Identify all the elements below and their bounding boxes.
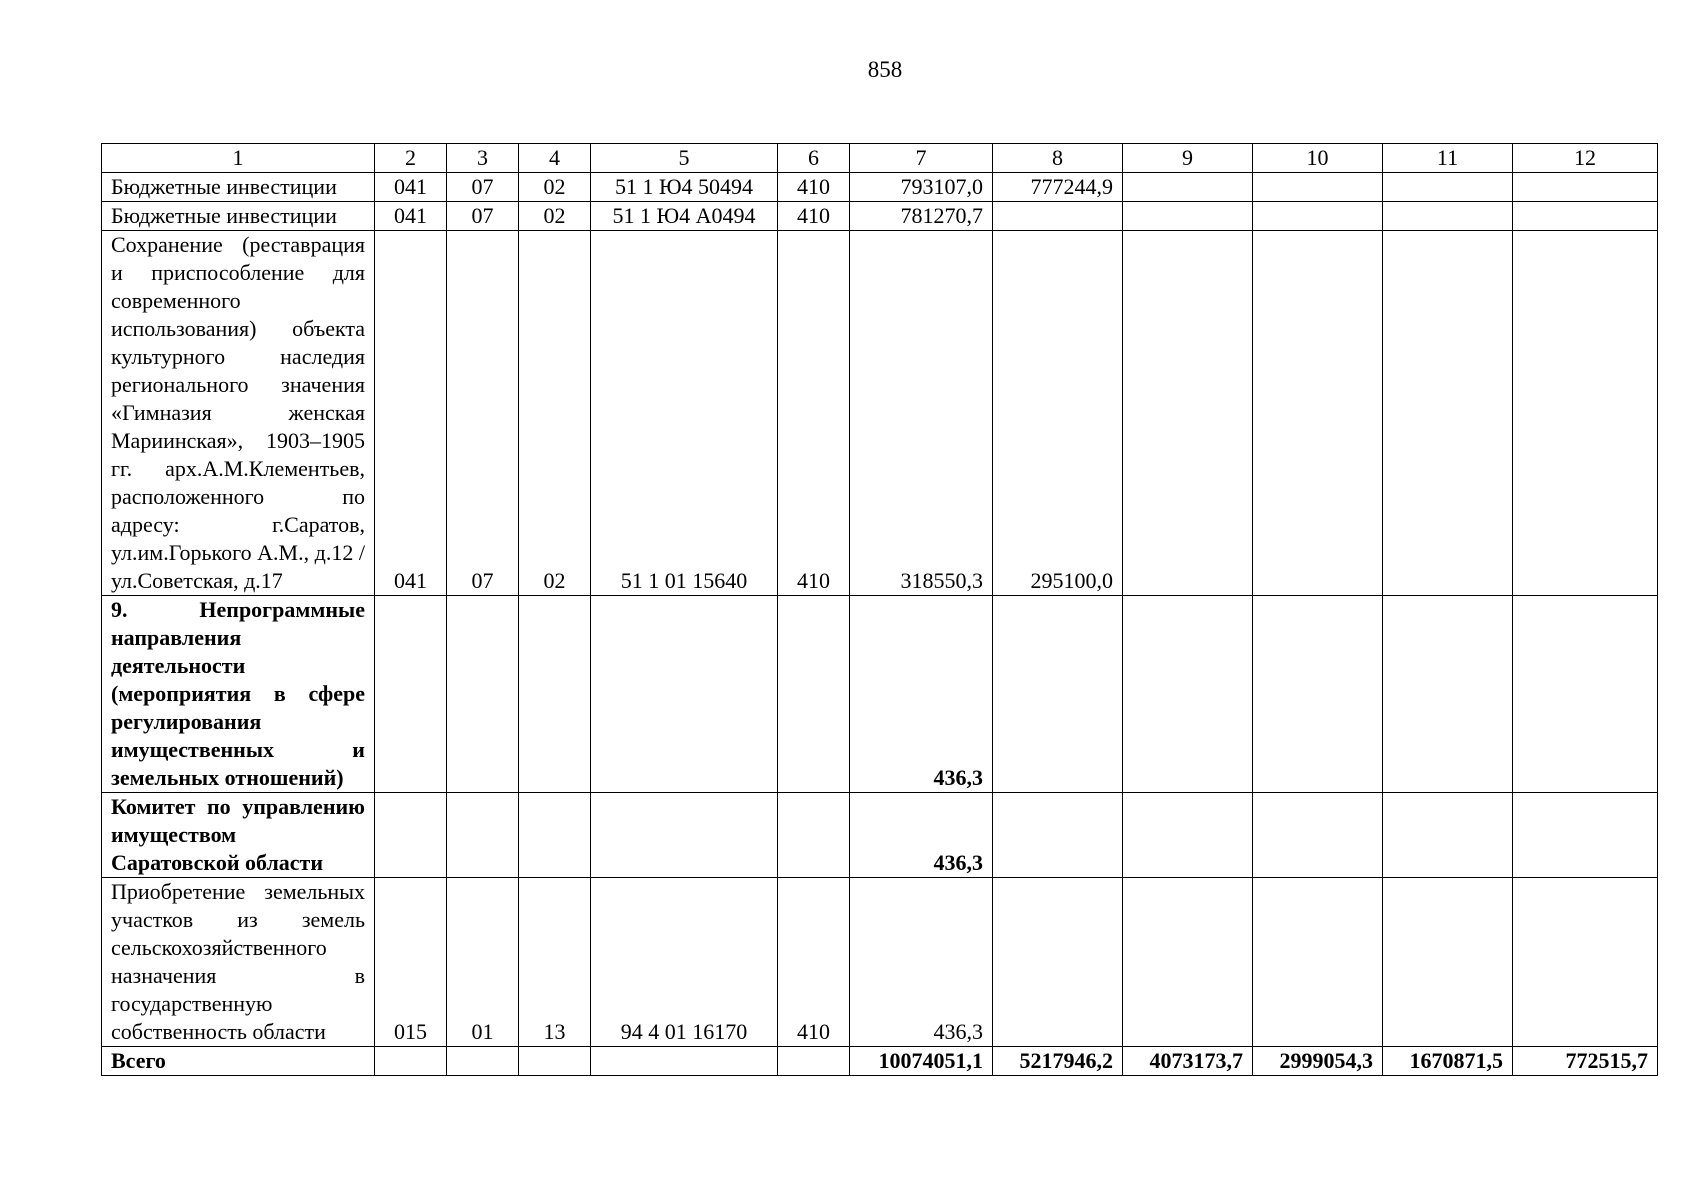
cell-amount-10	[1253, 231, 1383, 596]
cell-expense-type	[778, 1047, 850, 1076]
table-row	[102, 878, 1658, 1047]
cell-amount-12	[1513, 202, 1658, 231]
budget-table	[101, 143, 1658, 1076]
cell-amount-7: 781270,7	[850, 202, 993, 231]
cell-amount-12	[1513, 596, 1658, 793]
row-name: Всего	[102, 1047, 375, 1076]
table-row	[102, 173, 1658, 202]
cell-grbs	[375, 793, 447, 878]
cell-target-code	[591, 596, 778, 793]
cell-target-code: 94 4 01 16170	[591, 878, 778, 1047]
row-name: 9. Непрограммные направления деятельности (мероприятия в сфере регулирования имущественных и земельных отношений)	[102, 596, 375, 793]
cell-amount-9	[1123, 173, 1253, 202]
cell-amount-7: 436,3	[850, 793, 993, 878]
column-number: 5	[591, 144, 778, 173]
cell-amount-12: 772515,7	[1513, 1047, 1658, 1076]
cell-section: 07	[447, 202, 519, 231]
cell-subsection: 02	[519, 173, 591, 202]
cell-amount-9	[1123, 878, 1253, 1047]
cell-amount-12	[1513, 173, 1658, 202]
column-number: 3	[447, 144, 519, 173]
cell-amount-11: 1670871,5	[1383, 1047, 1513, 1076]
cell-expense-type: 410	[778, 173, 850, 202]
table-row	[102, 202, 1658, 231]
column-number: 12	[1513, 144, 1658, 173]
cell-amount-10	[1253, 596, 1383, 793]
cell-amount-9	[1123, 202, 1253, 231]
cell-subsection	[519, 1047, 591, 1076]
cell-subsection	[519, 596, 591, 793]
cell-amount-9	[1123, 793, 1253, 878]
table-row	[102, 596, 1658, 793]
cell-expense-type	[778, 793, 850, 878]
cell-grbs	[375, 596, 447, 793]
column-number: 6	[778, 144, 850, 173]
cell-amount-9: 4073173,7	[1123, 1047, 1253, 1076]
column-number: 1	[102, 144, 375, 173]
table-row	[102, 793, 1658, 878]
cell-amount-11	[1383, 878, 1513, 1047]
row-name: Приобретение земельных участков из земель сельскохозяйственного назначения в государственную собственность области	[102, 878, 375, 1047]
cell-target-code: 51 1 Ю4 А0494	[591, 202, 778, 231]
cell-amount-10	[1253, 173, 1383, 202]
total-row	[102, 1047, 1658, 1076]
cell-amount-10	[1253, 202, 1383, 231]
cell-amount-10	[1253, 793, 1383, 878]
cell-target-code	[591, 1047, 778, 1076]
cell-target-code: 51 1 Ю4 50494	[591, 173, 778, 202]
cell-target-code	[591, 793, 778, 878]
row-name: Бюджетные инвестиции	[102, 202, 375, 231]
cell-amount-8	[993, 596, 1123, 793]
cell-amount-11	[1383, 231, 1513, 596]
cell-amount-7: 436,3	[850, 878, 993, 1047]
cell-grbs: 015	[375, 878, 447, 1047]
cell-amount-10: 2999054,3	[1253, 1047, 1383, 1076]
cell-amount-11	[1383, 596, 1513, 793]
cell-subsection: 02	[519, 231, 591, 596]
cell-section	[447, 596, 519, 793]
column-number-row	[102, 144, 1658, 173]
column-number: 7	[850, 144, 993, 173]
column-number: 10	[1253, 144, 1383, 173]
cell-amount-8: 295100,0	[993, 231, 1123, 596]
cell-grbs: 041	[375, 231, 447, 596]
cell-amount-8: 5217946,2	[993, 1047, 1123, 1076]
cell-amount-8: 777244,9	[993, 173, 1123, 202]
page-number: 858	[867, 57, 903, 82]
cell-amount-7: 436,3	[850, 596, 993, 793]
cell-section	[447, 1047, 519, 1076]
column-number: 4	[519, 144, 591, 173]
cell-amount-12	[1513, 793, 1658, 878]
cell-expense-type: 410	[778, 231, 850, 596]
cell-subsection	[519, 793, 591, 878]
column-number: 8	[993, 144, 1123, 173]
cell-amount-8	[993, 878, 1123, 1047]
cell-expense-type	[778, 596, 850, 793]
cell-target-code: 51 1 01 15640	[591, 231, 778, 596]
table-row	[102, 231, 1658, 596]
row-name: Бюджетные инвестиции	[102, 173, 375, 202]
cell-grbs: 041	[375, 173, 447, 202]
cell-section	[447, 793, 519, 878]
cell-amount-9	[1123, 596, 1253, 793]
column-number: 11	[1383, 144, 1513, 173]
cell-amount-8	[993, 793, 1123, 878]
cell-amount-12	[1513, 878, 1658, 1047]
cell-amount-7: 10074051,1	[850, 1047, 993, 1076]
cell-section: 07	[447, 173, 519, 202]
cell-expense-type: 410	[778, 202, 850, 231]
cell-section: 01	[447, 878, 519, 1047]
row-name: Сохранение (реставрация и приспособление для современного использования) объекта культурного наследия регионального значения «Гимназия женская Мариинская», 1903–1905 гг. арх.А.М.Клементьев, расположенного по адресу: г.Саратов, ул.им.Горького А.М., д.12 / ул.Советская, д.17	[102, 231, 375, 596]
column-number: 2	[375, 144, 447, 173]
cell-subsection: 13	[519, 878, 591, 1047]
cell-amount-8	[993, 202, 1123, 231]
cell-amount-11	[1383, 173, 1513, 202]
cell-amount-10	[1253, 878, 1383, 1047]
cell-section: 07	[447, 231, 519, 596]
cell-grbs: 041	[375, 202, 447, 231]
cell-subsection: 02	[519, 202, 591, 231]
cell-amount-11	[1383, 202, 1513, 231]
cell-amount-7: 318550,3	[850, 231, 993, 596]
cell-expense-type: 410	[778, 878, 850, 1047]
cell-amount-12	[1513, 231, 1658, 596]
cell-grbs	[375, 1047, 447, 1076]
column-number: 9	[1123, 144, 1253, 173]
row-name: Комитет по управлению имуществом Саратовской области	[102, 793, 375, 878]
cell-amount-9	[1123, 231, 1253, 596]
cell-amount-11	[1383, 793, 1513, 878]
cell-amount-7: 793107,0	[850, 173, 993, 202]
